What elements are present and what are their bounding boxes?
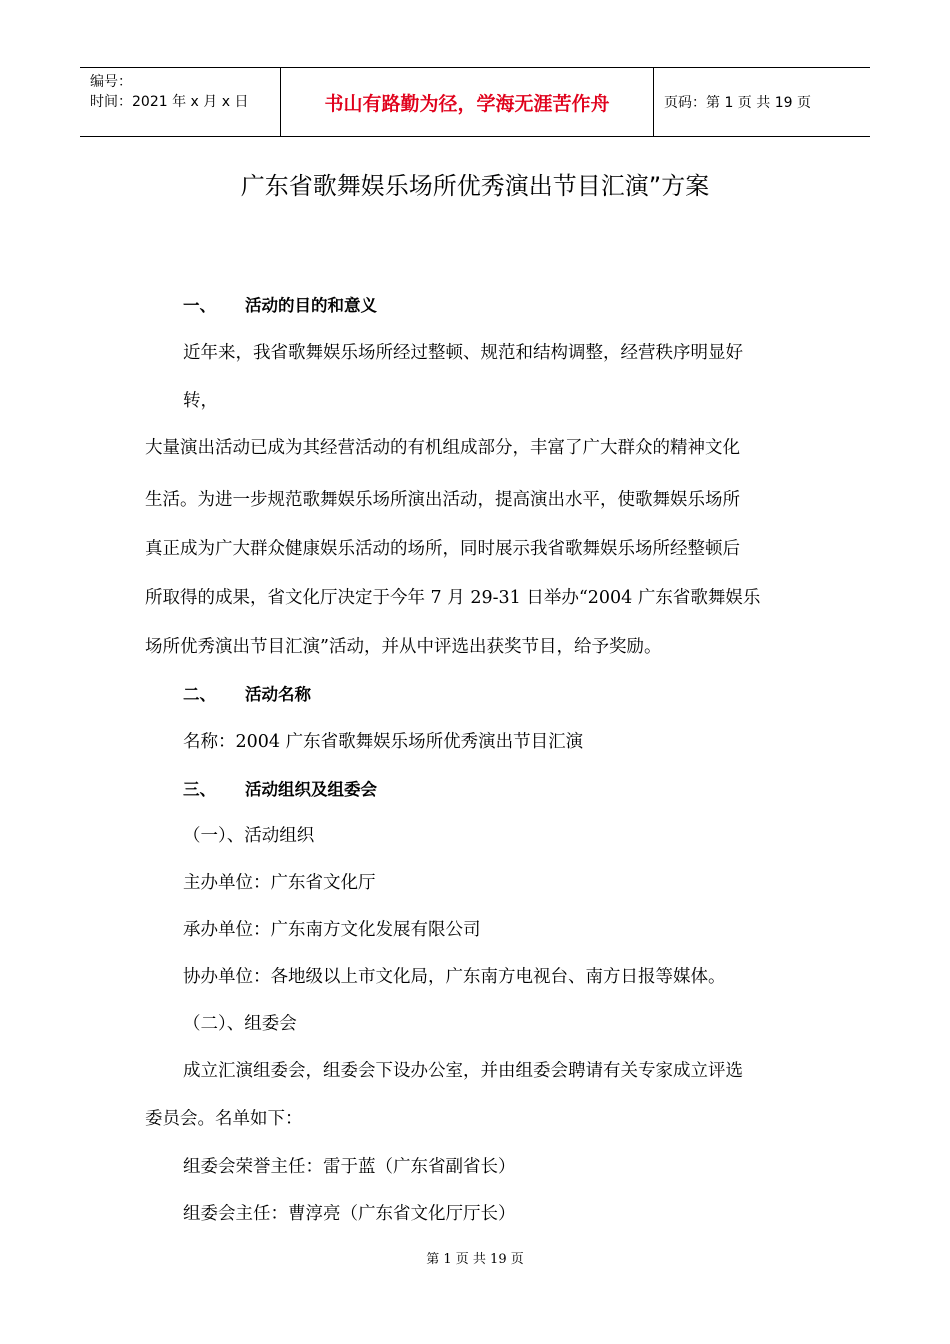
- header-number: 编号：: [90, 74, 132, 90]
- section-title: 活动组织及组委会: [245, 780, 377, 799]
- paragraph-line: 承办单位：广东南方文化发展有限公司: [183, 920, 481, 940]
- section-title: 活动名称: [245, 685, 311, 704]
- paragraph-line: 所取得的成果，省文化厅决定于今年 7 月 29-31 日举办“2004 广东省歌舞娱乐: [145, 588, 761, 608]
- paragraph-line: 生活。为进一步规范歌舞娱乐场所演出活动，提高演出水平，使歌舞娱乐场所: [145, 490, 740, 510]
- paragraph-line: （二）、组委会: [183, 1014, 297, 1034]
- header-motto-cell: [281, 68, 654, 136]
- section-number: 三、: [183, 780, 216, 799]
- header-time: 时间：2021 年 x 月 x 日: [90, 94, 249, 110]
- paragraph-line: 协办单位：各地级以上市文化局，广东南方电视台、南方日报等媒体。: [183, 967, 726, 987]
- paragraph-line: 转，: [183, 391, 218, 411]
- paragraph-line: 组委会主任：曹淳亮（广东省文化厅厅长）: [183, 1204, 516, 1224]
- paragraph-line: 主办单位：广东省文化厅: [183, 873, 376, 893]
- paragraph-line: 大量演出活动已成为其经营活动的有机组成部分，丰富了广大群众的精神文化: [145, 438, 740, 458]
- section-number: 一、: [183, 296, 216, 315]
- header-page-cell: [654, 68, 870, 136]
- paragraph-line: 委员会。名单如下：: [145, 1109, 303, 1129]
- page-footer: 第 1 页 共 19 页: [426, 1252, 524, 1267]
- paragraph-line: 名称：2004 广东省歌舞娱乐场所优秀演出节目汇演: [183, 732, 584, 752]
- paragraph-line: （一）、活动组织: [183, 826, 315, 846]
- header-page-info: 页码：第 1 页 共 19 页: [664, 95, 811, 111]
- header-motto: 书山有路勤为径，学海无涯苦作舟: [324, 92, 610, 115]
- section-title: 活动的目的和意义: [245, 296, 377, 315]
- page-header-table: [80, 67, 870, 137]
- paragraph-line: 组委会荣誉主任：雷于蓝（广东省副省长）: [183, 1157, 516, 1177]
- header-info-cell: [80, 68, 281, 136]
- paragraph-line: 真正成为广大群众健康娱乐活动的场所，同时展示我省歌舞娱乐场所经整顿后: [145, 539, 740, 559]
- section-number: 二、: [183, 685, 216, 704]
- document-title: 广东省歌舞娱乐场所优秀演出节目汇演”方案: [240, 172, 710, 200]
- paragraph-line: 场所优秀演出节目汇演”活动，并从中评选出获奖节目，给予奖励。: [145, 637, 662, 657]
- paragraph-line: 近年来，我省歌舞娱乐场所经过整顿、规范和结构调整，经营秩序明显好: [183, 343, 743, 363]
- paragraph-line: 成立汇演组委会，组委会下设办公室，并由组委会聘请有关专家成立评选: [183, 1061, 743, 1081]
